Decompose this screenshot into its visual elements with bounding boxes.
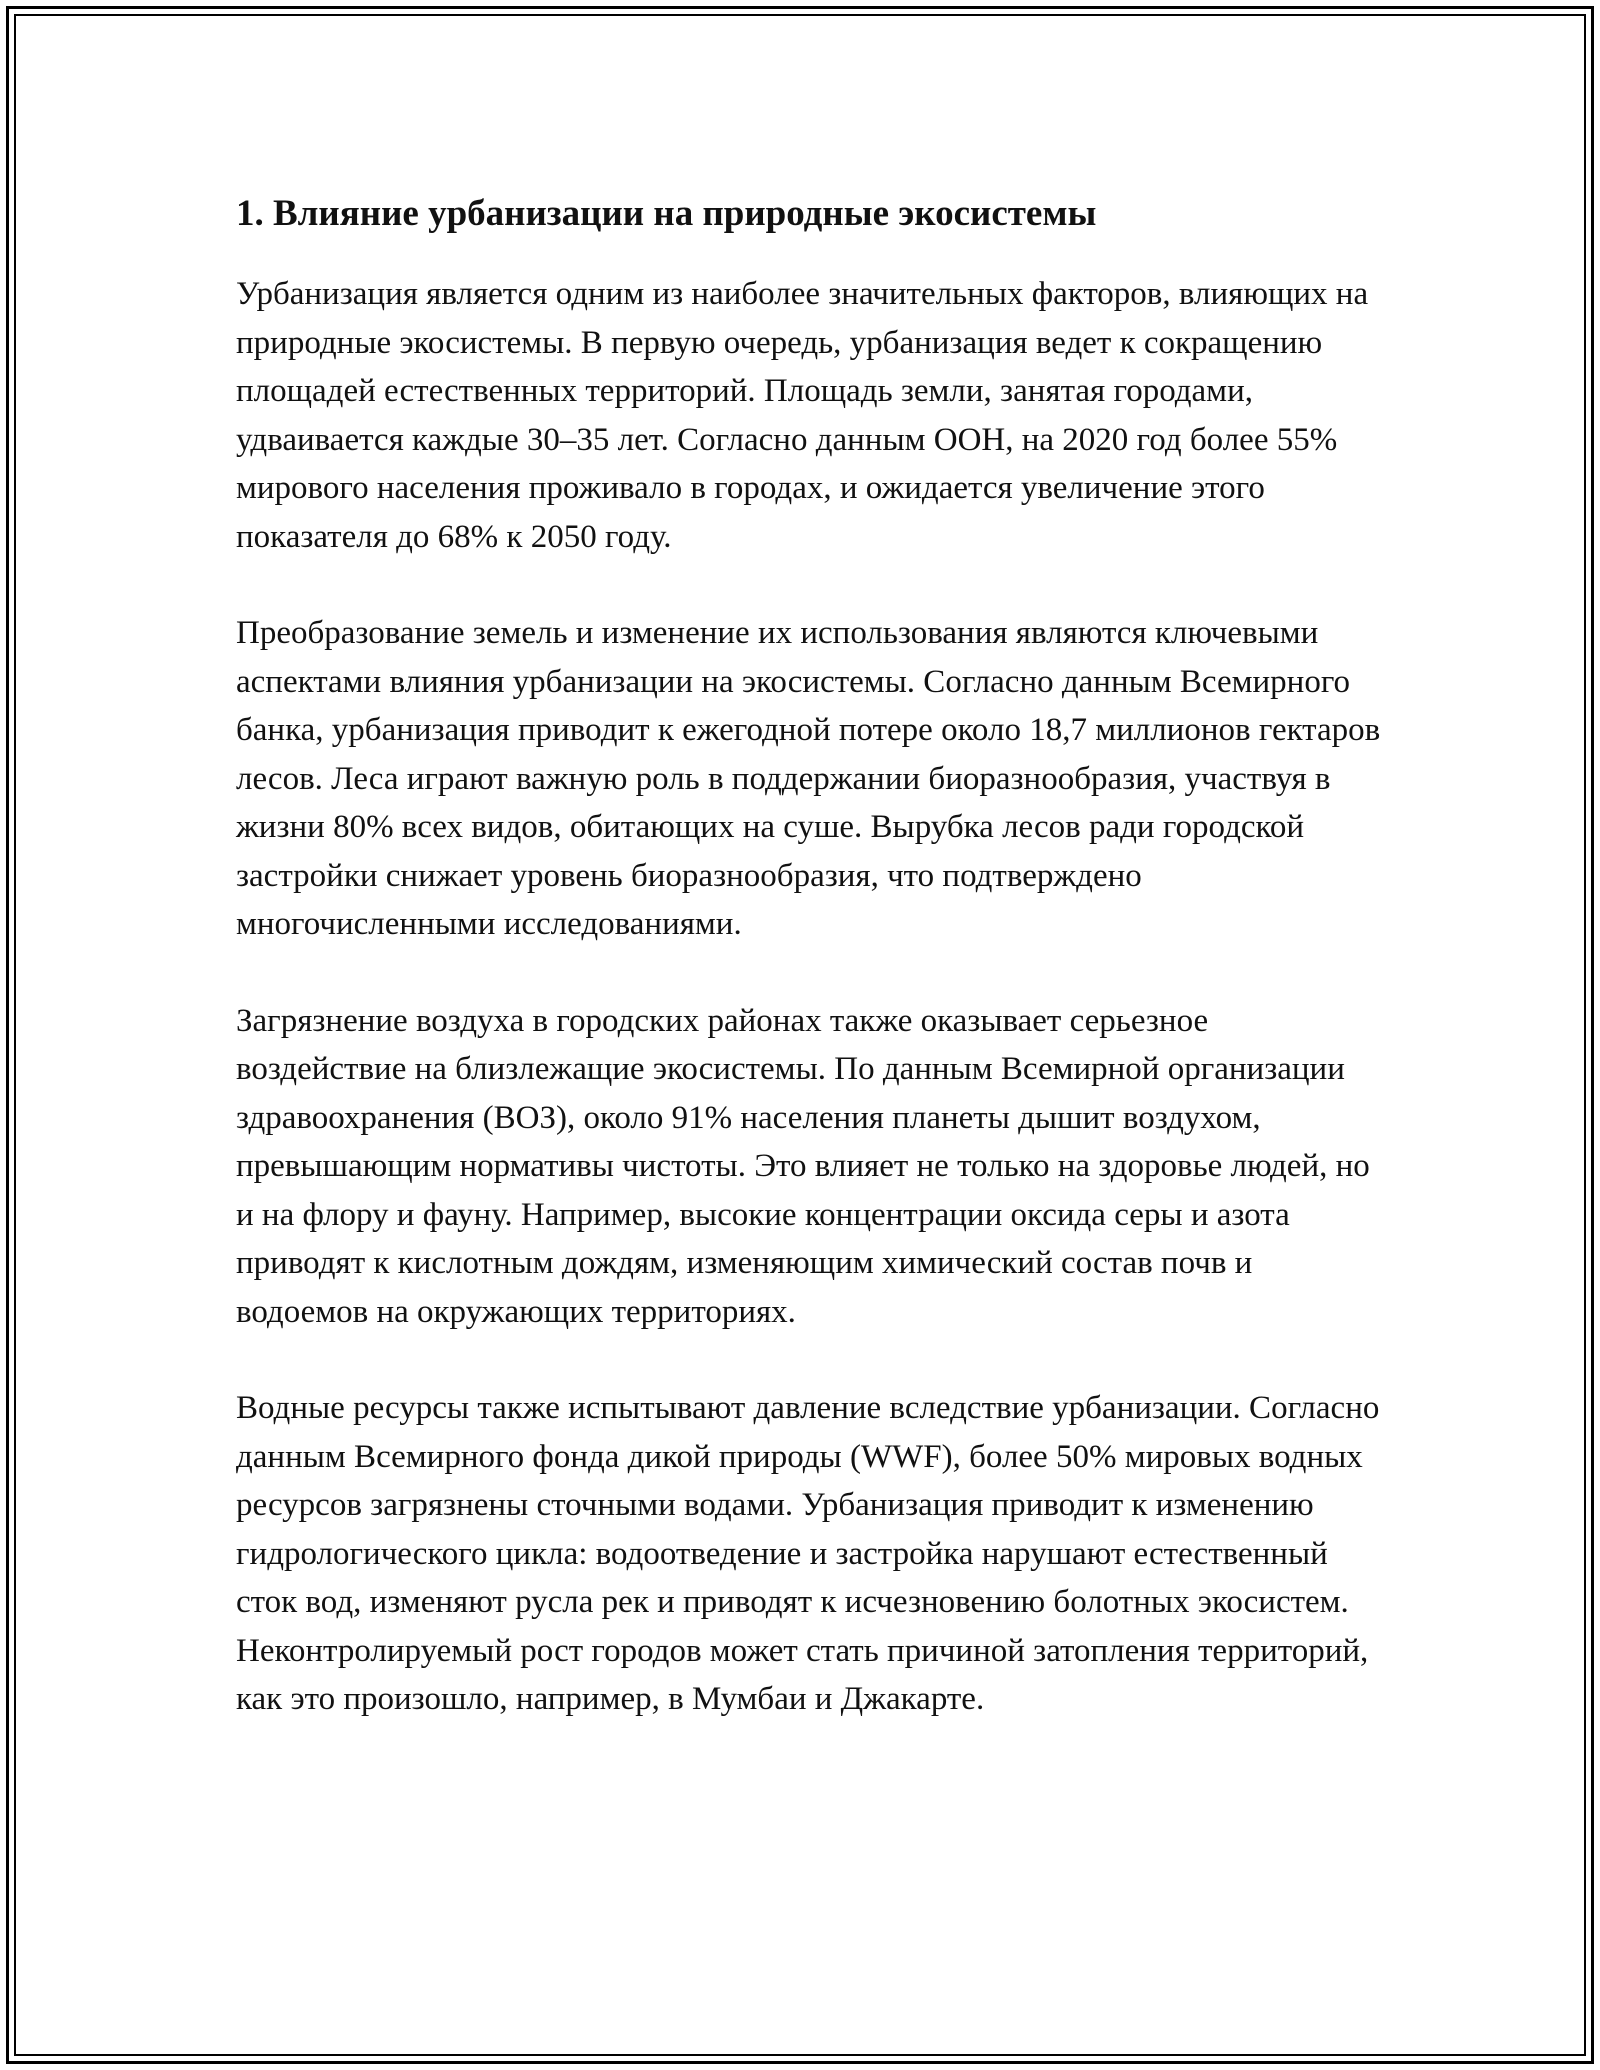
- paragraph-urbanization-overview: Урбанизация является одним из наиболее значительных факторов, влияющих на природные экосистемы. В первую очередь, урбанизация ведет к сокращению площадей естественных территорий. Площадь земли, занятая городами, удваивается каждые 30–35 лет. Согласно данным ООН, на 2020 год более 55% мирового населения проживало в городах, и ожидается увеличение этого показателя до 68% к 2050 году.: [236, 276, 1369, 555]
- paragraph-air-pollution: Загрязнение воздуха в городских районах также оказывает серьезное воздействие на близлежащие экосистемы. По данным Всемирной организации здравоохранения (ВОЗ), около 91% населения планеты дышит воздухом, превышающим нормативы чистоты. Это влияет не только на здоровье людей, но и на флору и фауну. Например, высокие концентрации оксида серы и азота приводят к кислотным дождям, изменяющим химический состав почв и водоемов на окружающих территориях.: [236, 1002, 1370, 1330]
- section-heading: 1. Влияние урбанизации на природные экосистемы: [236, 193, 1097, 234]
- paragraph-land-use: Преобразование земель и изменение их использования являются ключевыми аспектами влияния урбанизации на экосистемы. Согласно данным Всемирного банка, урбанизация приводит к ежегодной потере около 18,7 миллионов гектаров лесов. Леса играют важную роль в поддержании биоразнообразия, участвуя в жизни 80% всех видов, обитающих на суше. Вырубка лесов ради городской застройки снижает уровень биоразнообразия, что подтверждено многочисленными исследованиями.: [236, 615, 1381, 942]
- paragraph-water-resources: Водные ресурсы также испытывают давление вследствие урбанизации. Согласно данным Всемирного фонда дикой природы (WWF), более 50% мировых водных ресурсов загрязнены сточными водами. Урбанизация приводит к изменению гидрологического цикла: водоотведение и застройка нарушают естественный сток вод, изменяют русла рек и приводят к исчезновению болотных экосистем. Неконтролируемый рост городов может стать причиной затопления территорий, как это произошло, например, в Мумбаи и Джакарте.: [236, 1390, 1380, 1717]
- document-body: [236, 186, 1381, 1772]
